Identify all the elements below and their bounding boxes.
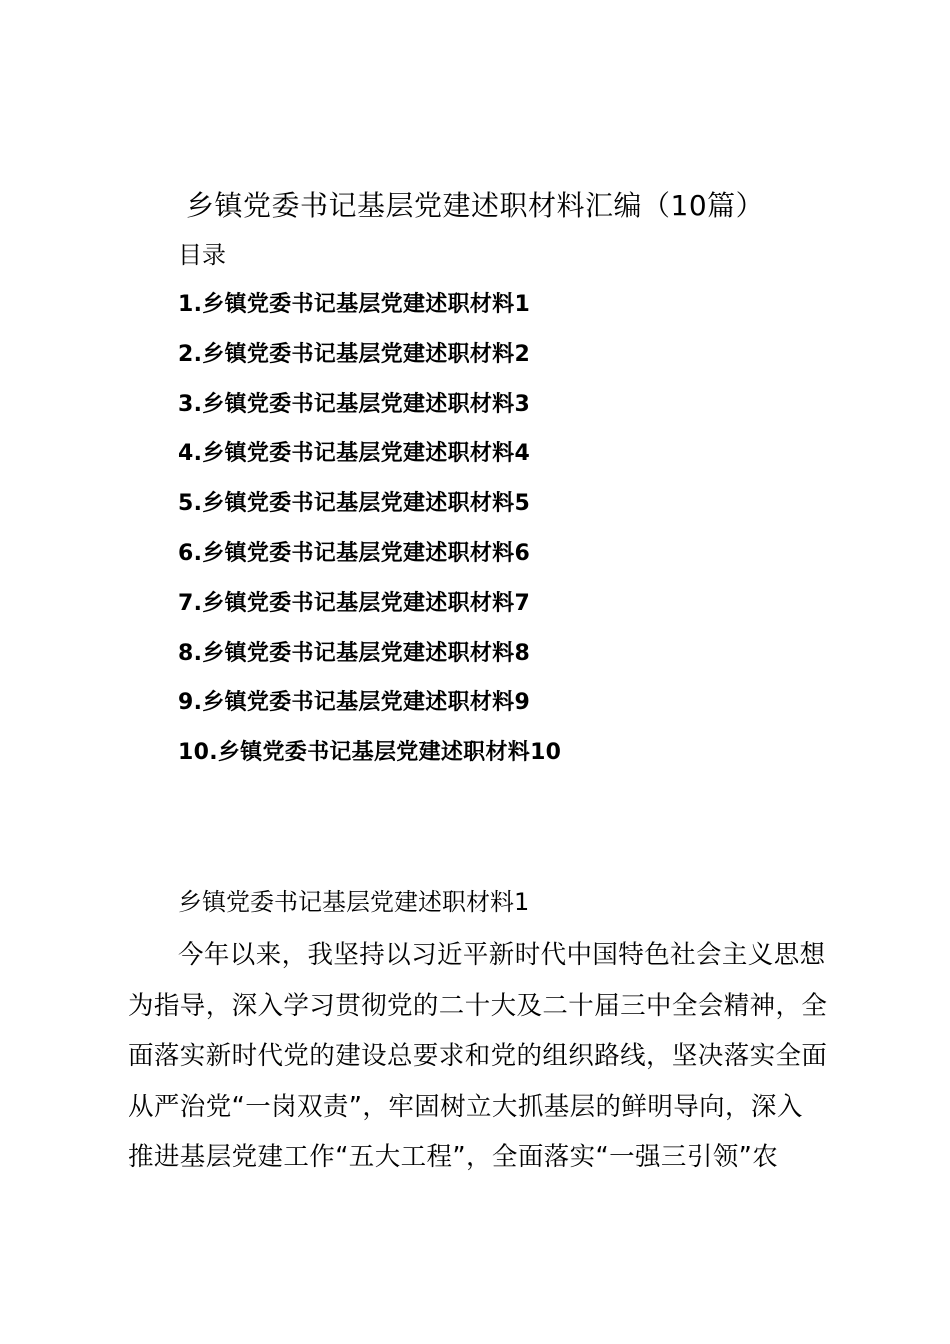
toc-item[interactable]: 8.乡镇党委书记基层党建述职材料8 bbox=[178, 640, 531, 666]
toc-item[interactable]: 4.乡镇党委书记基层党建述职材料4 bbox=[178, 441, 531, 467]
toc-item[interactable]: 10.乡镇党委书记基层党建述职材料10 bbox=[178, 740, 562, 766]
toc-item[interactable]: 7.乡镇党委书记基层党建述职材料7 bbox=[178, 590, 531, 616]
toc-item[interactable]: 6.乡镇党委书记基层党建述职材料6 bbox=[178, 540, 531, 566]
toc-item[interactable]: 9.乡镇党委书记基层党建述职材料9 bbox=[178, 690, 531, 716]
body-line: 今年以来，我坚持以习近平新时代中国特色社会主义思想 bbox=[178, 940, 826, 970]
body-line: 面落实新时代党的建设总要求和党的组织路线，坚决落实全面 bbox=[128, 1041, 828, 1071]
toc-item[interactable]: 3.乡镇党委书记基层党建述职材料3 bbox=[178, 391, 531, 417]
section-title: 乡镇党委书记基层党建述职材料1 bbox=[178, 888, 530, 916]
document-title: 乡镇党委书记基层党建述职材料汇编（10篇） bbox=[186, 189, 765, 222]
table-of-contents bbox=[178, 287, 561, 785]
body-line: 为指导，深入学习贯彻党的二十大及二十届三中全会精神，全 bbox=[128, 990, 828, 1021]
toc-item[interactable]: 5.乡镇党委书记基层党建述职材料5 bbox=[178, 491, 531, 517]
toc-heading: 目录 bbox=[178, 241, 226, 269]
toc-item[interactable]: 2.乡镇党委书记基层党建述职材料2 bbox=[178, 341, 531, 367]
toc-item[interactable]: 1.乡镇党委书记基层党建述职材料1 bbox=[178, 292, 531, 317]
body-line: 从严治党“一岗双责”，牢固树立大抓基层的鲜明导向，深入 bbox=[128, 1091, 803, 1122]
body-paragraph bbox=[128, 930, 848, 1183]
body-line: 推进基层党建工作“五大工程”，全面落实“一强三引领”农 bbox=[128, 1142, 779, 1172]
